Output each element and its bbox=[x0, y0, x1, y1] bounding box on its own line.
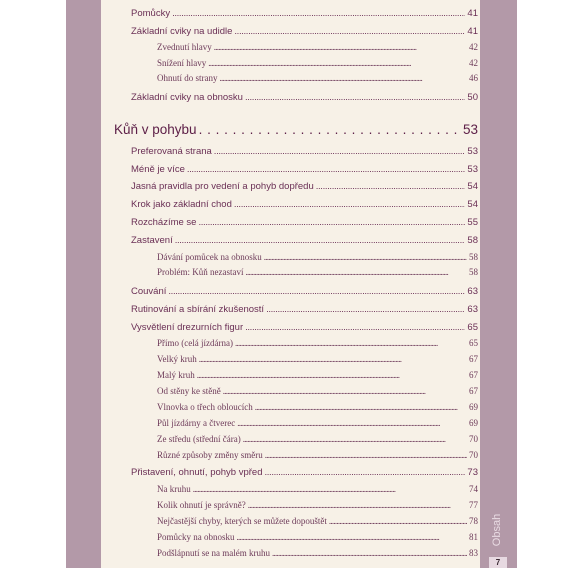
toc-entry-page: 46 bbox=[469, 73, 478, 83]
dot-leader bbox=[316, 181, 466, 192]
toc-entry-title: Jasná pravidla pro vedení a pohyb dopředu bbox=[131, 181, 314, 192]
dot-leader bbox=[272, 548, 467, 558]
toc-entry-title: Snížení hlavy bbox=[157, 58, 207, 68]
toc-chapter bbox=[114, 122, 478, 137]
toc-entry-title: Malý kruh bbox=[157, 370, 195, 380]
toc-entry bbox=[157, 354, 478, 364]
dot-leader bbox=[264, 252, 467, 262]
toc-entry-page: 53 bbox=[467, 164, 478, 175]
toc-entry bbox=[131, 235, 478, 246]
toc-entry-title: Na kruhu bbox=[157, 484, 191, 494]
toc-entry bbox=[157, 73, 478, 83]
right-margin-band bbox=[480, 0, 517, 568]
toc-entry bbox=[131, 181, 478, 192]
toc-entry-page: 78 bbox=[469, 516, 478, 526]
toc-entry bbox=[157, 386, 478, 396]
toc-entry-title: Rozcházíme se bbox=[131, 217, 197, 228]
toc-entry-title: Krok jako základní chod bbox=[131, 199, 232, 210]
dot-leader bbox=[220, 73, 468, 83]
toc-entry-title: Podšlápnutí se na malém kruhu bbox=[157, 548, 270, 558]
toc-entry-title: Základní cviky na udidle bbox=[131, 26, 233, 37]
toc-entry bbox=[131, 217, 478, 228]
toc-entry bbox=[131, 286, 478, 297]
toc-entry bbox=[157, 370, 478, 380]
toc-entry-title: Vlnovka o třech obloucích bbox=[157, 402, 253, 412]
toc-entry bbox=[131, 199, 478, 210]
toc-entry-page: 54 bbox=[467, 181, 478, 192]
toc-entry-title: Vysvětlení drezurních figur bbox=[131, 322, 244, 333]
toc-entry-title: Couvání bbox=[131, 286, 167, 297]
toc-entry-page: 65 bbox=[469, 338, 478, 348]
toc-entry bbox=[157, 548, 478, 558]
toc-entry-page: 50 bbox=[467, 92, 478, 103]
toc-entry-title: Přistavení, ohnutí, pohyb vpřed bbox=[131, 467, 263, 478]
dot-leader bbox=[199, 122, 461, 137]
toc-entry-title: Preferovaná strana bbox=[131, 146, 212, 157]
toc-entry bbox=[157, 434, 478, 444]
toc-entry-title: Základní cviky na obnosku bbox=[131, 92, 243, 103]
toc-entry-page: 41 bbox=[467, 26, 478, 37]
toc-entry-page: 70 bbox=[469, 450, 478, 460]
toc-entry-page: 73 bbox=[467, 467, 478, 478]
toc-entry bbox=[157, 532, 478, 542]
dot-leader bbox=[245, 92, 465, 103]
dot-leader bbox=[172, 8, 465, 19]
toc-entry-title: Půl jízdárny a čtverec bbox=[157, 418, 236, 428]
toc-entry-page: 53 bbox=[462, 122, 478, 137]
dot-leader bbox=[168, 286, 465, 297]
toc-entry bbox=[131, 92, 478, 103]
dot-leader bbox=[199, 354, 467, 364]
toc-entry bbox=[157, 484, 478, 494]
dot-leader bbox=[266, 304, 465, 315]
toc-entry bbox=[131, 467, 478, 478]
dot-leader bbox=[223, 386, 467, 396]
toc-entry-page: 58 bbox=[469, 252, 478, 262]
toc-entry-page: 41 bbox=[467, 8, 478, 19]
toc-entry-title: Problém: Kůň nezastaví bbox=[157, 267, 244, 277]
toc-entry-page: 83 bbox=[469, 548, 478, 558]
toc-entry bbox=[157, 252, 478, 262]
dot-leader bbox=[234, 199, 466, 210]
toc-entry-title: Méně je více bbox=[131, 164, 185, 175]
toc-entry-page: 54 bbox=[467, 199, 478, 210]
toc-entry-title: Zvednutí hlavy bbox=[157, 42, 212, 52]
dot-leader bbox=[245, 322, 465, 333]
toc-entry-title: Dávání pomůcek na obnosku bbox=[157, 252, 262, 262]
dot-leader bbox=[234, 26, 465, 37]
toc-entry bbox=[131, 164, 478, 175]
dot-leader bbox=[214, 146, 466, 157]
dot-leader bbox=[243, 434, 467, 444]
dot-leader bbox=[187, 164, 466, 175]
toc-entry-page: 70 bbox=[469, 434, 478, 444]
toc-entry bbox=[157, 42, 478, 52]
toc-entry bbox=[157, 418, 478, 428]
toc-entry-page: 58 bbox=[467, 235, 478, 246]
toc-entry-title: Velký kruh bbox=[157, 354, 197, 364]
toc-entry-title: Kolik ohnutí je správně? bbox=[157, 500, 246, 510]
toc-entry-title: Ze středu (střední čára) bbox=[157, 434, 241, 444]
toc-entry bbox=[131, 304, 478, 315]
toc-entry-title: Nejčastější chyby, kterých se můžete dopouštět bbox=[157, 516, 327, 526]
toc-entry bbox=[157, 338, 478, 348]
dot-leader bbox=[248, 500, 467, 510]
toc-entry-page: 69 bbox=[469, 418, 478, 428]
toc-entry-page: 69 bbox=[469, 402, 478, 412]
toc-entry bbox=[131, 8, 478, 19]
toc-entry bbox=[157, 450, 478, 460]
dot-leader bbox=[265, 467, 466, 478]
toc-entry-page: 42 bbox=[469, 58, 478, 68]
dot-leader bbox=[198, 217, 465, 228]
toc-entry-title: Kůň v pohybu bbox=[114, 122, 197, 137]
toc-entry bbox=[131, 322, 478, 333]
toc-entry-page: 63 bbox=[467, 286, 478, 297]
toc-entry-title: Zastavení bbox=[131, 235, 173, 246]
dot-leader bbox=[197, 370, 467, 380]
toc-entry-page: 65 bbox=[467, 322, 478, 333]
toc-entry bbox=[131, 146, 478, 157]
toc-entry-title: Pomůcky na obnosku bbox=[157, 532, 235, 542]
dot-leader bbox=[237, 418, 467, 428]
toc-entry-title: Přímo (celá jízdárna) bbox=[157, 338, 233, 348]
toc-entry-title: Rutinování a sbírání zkušeností bbox=[131, 304, 265, 315]
dot-leader bbox=[329, 516, 467, 526]
toc-entry-page: 63 bbox=[467, 304, 478, 315]
toc-entry-title: Různé způsoby změny směru bbox=[157, 450, 263, 460]
toc-entry-title: Pomůcky bbox=[131, 8, 171, 19]
left-margin-band bbox=[66, 0, 101, 568]
toc-entry-page: 74 bbox=[469, 484, 478, 494]
dot-leader bbox=[193, 484, 467, 494]
toc-entry-page: 55 bbox=[467, 217, 478, 228]
toc-entry bbox=[157, 500, 478, 510]
toc-entry-title: Ohnutí do strany bbox=[157, 73, 218, 83]
toc-entry bbox=[157, 267, 478, 277]
toc-entry-page: 81 bbox=[469, 532, 478, 542]
toc-entry-page: 53 bbox=[467, 146, 478, 157]
toc-entry-page: 67 bbox=[469, 354, 478, 364]
toc-entry-page: 67 bbox=[469, 370, 478, 380]
dot-leader bbox=[237, 532, 468, 542]
toc-entry bbox=[131, 26, 478, 37]
toc-entry-page: 42 bbox=[469, 42, 478, 52]
toc-entry-page: 58 bbox=[469, 267, 478, 277]
toc-entry-page: 77 bbox=[469, 500, 478, 510]
dot-leader bbox=[245, 267, 467, 277]
dot-leader bbox=[214, 42, 467, 52]
toc-entry-page: 67 bbox=[469, 386, 478, 396]
section-tab-label: Obsah bbox=[491, 513, 504, 547]
dot-leader bbox=[208, 58, 467, 68]
section-tab bbox=[486, 505, 508, 555]
dot-leader bbox=[175, 235, 466, 246]
toc-page bbox=[101, 0, 480, 568]
dot-leader bbox=[235, 338, 467, 348]
dot-leader bbox=[255, 402, 467, 412]
toc-entry bbox=[157, 58, 478, 68]
dot-leader bbox=[265, 450, 467, 460]
page-number: 7 bbox=[489, 557, 507, 568]
toc-entry-title: Od stěny ke stěně bbox=[157, 386, 221, 396]
toc-entry bbox=[157, 516, 478, 526]
toc-entry bbox=[157, 402, 478, 412]
